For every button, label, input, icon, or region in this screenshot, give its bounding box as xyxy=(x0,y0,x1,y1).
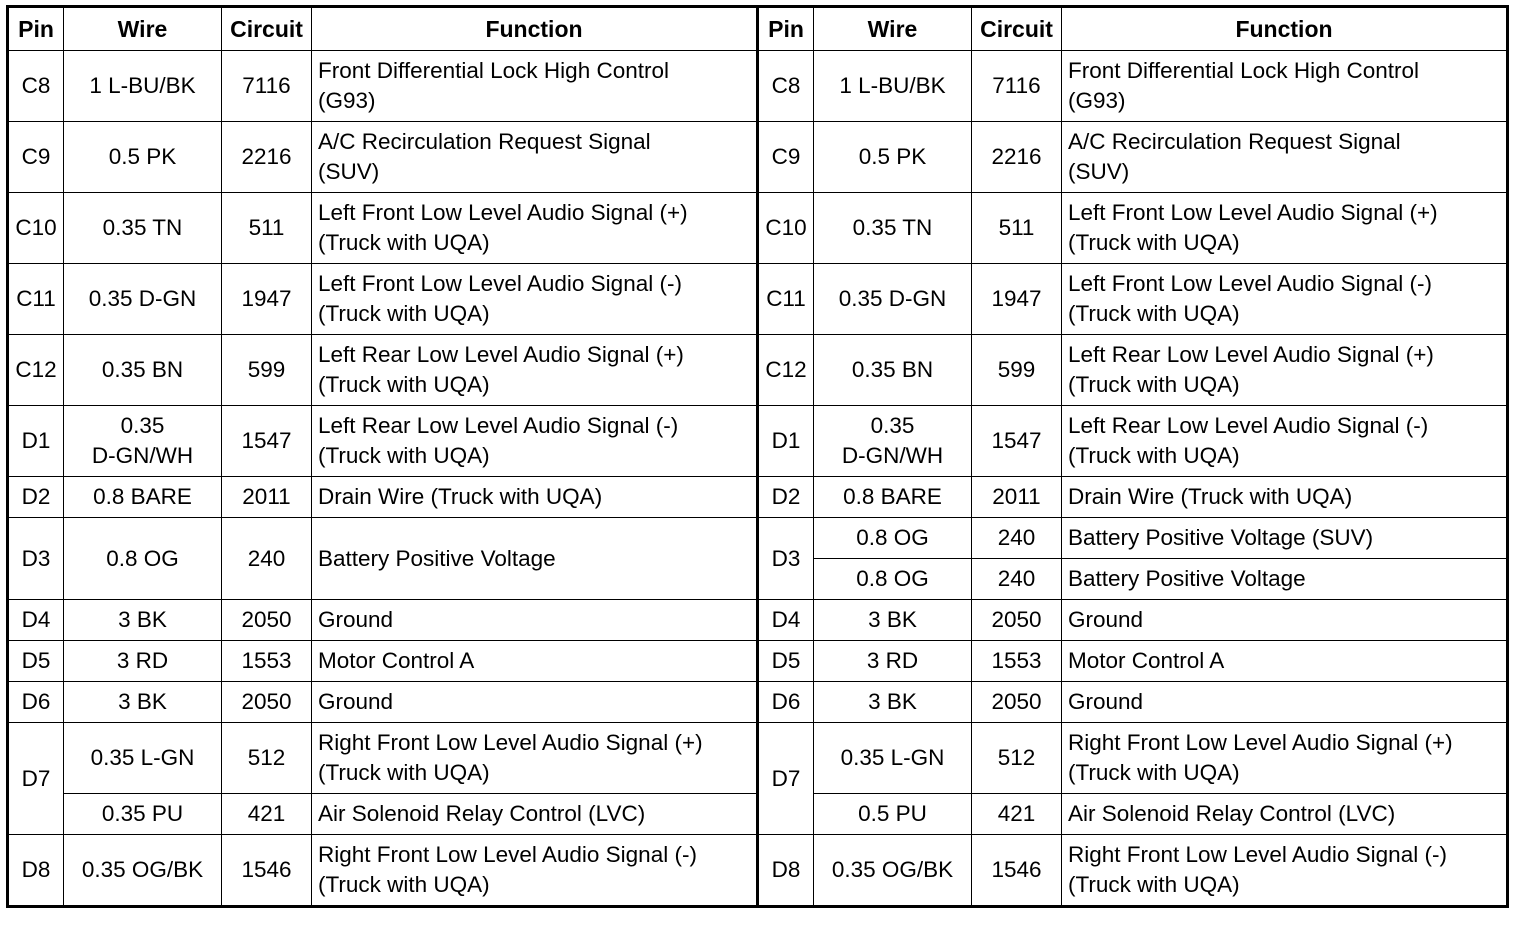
function-line: Front Differential Lock High Control xyxy=(318,58,669,83)
circuit-cell: 512 xyxy=(972,723,1062,794)
wire-cell: 0.35 L-GN xyxy=(64,723,222,794)
table-row xyxy=(8,122,1508,193)
function-cell xyxy=(312,723,758,794)
pin-cell: C11 xyxy=(758,264,814,335)
circuit-cell: 2050 xyxy=(972,600,1062,641)
header-wire: Wire xyxy=(814,7,972,51)
function-line: (Truck with UQA) xyxy=(318,230,490,255)
wire-cell xyxy=(64,406,222,477)
wire-cell: 0.35 TN xyxy=(64,193,222,264)
function-cell xyxy=(1062,51,1508,122)
pin-cell: C8 xyxy=(758,51,814,122)
function-line: (Truck with UQA) xyxy=(1068,301,1240,326)
circuit-cell: 2216 xyxy=(972,122,1062,193)
function-line: Left Rear Low Level Audio Signal (+) xyxy=(1068,342,1434,367)
circuit-cell: 511 xyxy=(972,193,1062,264)
wire-cell: 0.35 D-GN xyxy=(814,264,972,335)
circuit-cell: 2050 xyxy=(972,682,1062,723)
header-wire: Wire xyxy=(64,7,222,51)
function-line: (Truck with UQA) xyxy=(318,301,490,326)
function-line: Left Front Low Level Audio Signal (-) xyxy=(318,271,682,296)
function-cell: Drain Wire (Truck with UQA) xyxy=(1062,477,1508,518)
pin-cell: D3 xyxy=(758,518,814,600)
function-cell: Drain Wire (Truck with UQA) xyxy=(312,477,758,518)
pin-cell: D7 xyxy=(8,723,64,835)
wire-cell: 3 BK xyxy=(814,600,972,641)
wire-cell: 0.5 PK xyxy=(64,122,222,193)
circuit-cell: 1547 xyxy=(972,406,1062,477)
circuit-cell: 2011 xyxy=(972,477,1062,518)
wire-cell: 0.5 PK xyxy=(814,122,972,193)
function-line: A/C Recirculation Request Signal xyxy=(318,129,651,154)
wire-cell: 0.8 OG xyxy=(814,559,972,600)
function-line: (Truck with UQA) xyxy=(318,443,490,468)
table-row xyxy=(8,723,1508,794)
function-cell xyxy=(1062,835,1508,907)
pin-cell: D4 xyxy=(758,600,814,641)
function-line: (Truck with UQA) xyxy=(1068,443,1240,468)
function-cell: Ground xyxy=(312,682,758,723)
function-line: (G93) xyxy=(318,88,376,113)
circuit-cell: 1553 xyxy=(972,641,1062,682)
wire-cell: 0.5 PU xyxy=(814,794,972,835)
function-cell xyxy=(312,264,758,335)
pin-cell: D4 xyxy=(8,600,64,641)
wire-cell: 0.35 OG/BK xyxy=(814,835,972,907)
circuit-cell: 1947 xyxy=(222,264,312,335)
wire-cell: 0.35 TN xyxy=(814,193,972,264)
header-circuit: Circuit xyxy=(222,7,312,51)
function-cell: Air Solenoid Relay Control (LVC) xyxy=(1062,794,1508,835)
wire-cell: 0.35 OG/BK xyxy=(64,835,222,907)
wire-line: D-GN/WH xyxy=(91,443,194,468)
pin-cell: D1 xyxy=(758,406,814,477)
table-row xyxy=(8,193,1508,264)
function-cell: Battery Positive Voltage xyxy=(1062,559,1508,600)
circuit-cell: 1546 xyxy=(972,835,1062,907)
circuit-cell: 240 xyxy=(972,559,1062,600)
function-cell xyxy=(1062,723,1508,794)
wire-line: D-GN/WH xyxy=(841,443,944,468)
function-cell: Motor Control A xyxy=(1062,641,1508,682)
table-row xyxy=(8,406,1508,477)
circuit-cell: 2011 xyxy=(222,477,312,518)
wire-cell: 3 RD xyxy=(64,641,222,682)
function-cell: Air Solenoid Relay Control (LVC) xyxy=(312,794,758,835)
function-line: Right Front Low Level Audio Signal (+) xyxy=(1068,730,1453,755)
function-line: (Truck with UQA) xyxy=(1068,760,1240,785)
header-circuit: Circuit xyxy=(972,7,1062,51)
circuit-cell: 512 xyxy=(222,723,312,794)
pin-cell: C8 xyxy=(8,51,64,122)
circuit-cell: 240 xyxy=(972,518,1062,559)
function-cell: Battery Positive Voltage xyxy=(312,518,758,600)
header-function: Function xyxy=(1062,7,1508,51)
circuit-cell: 240 xyxy=(222,518,312,600)
function-line: (G93) xyxy=(1068,88,1126,113)
function-line: Front Differential Lock High Control xyxy=(1068,58,1419,83)
function-cell xyxy=(1062,264,1508,335)
circuit-cell: 2216 xyxy=(222,122,312,193)
circuit-cell: 1547 xyxy=(222,406,312,477)
pin-cell: C12 xyxy=(8,335,64,406)
pin-cell: D8 xyxy=(8,835,64,907)
wire-cell: 0.35 BN xyxy=(64,335,222,406)
pin-cell: C9 xyxy=(8,122,64,193)
table-row xyxy=(8,600,1508,641)
pin-cell: C10 xyxy=(8,193,64,264)
wire-cell: 0.35 BN xyxy=(814,335,972,406)
function-line: (Truck with UQA) xyxy=(1068,372,1240,397)
wire-cell: 1 L-BU/BK xyxy=(64,51,222,122)
wire-cell: 0.35 L-GN xyxy=(814,723,972,794)
function-line: (Truck with UQA) xyxy=(318,872,490,897)
function-cell: Ground xyxy=(1062,600,1508,641)
header-function: Function xyxy=(312,7,758,51)
function-cell xyxy=(1062,335,1508,406)
function-cell: Battery Positive Voltage (SUV) xyxy=(1062,518,1508,559)
table-row xyxy=(8,477,1508,518)
circuit-cell: 1947 xyxy=(972,264,1062,335)
pin-cell: C10 xyxy=(758,193,814,264)
table-row xyxy=(8,835,1508,907)
circuit-cell: 2050 xyxy=(222,600,312,641)
wire-cell xyxy=(814,406,972,477)
circuit-cell: 599 xyxy=(222,335,312,406)
pinout-table xyxy=(6,5,1509,908)
function-cell: Ground xyxy=(312,600,758,641)
wire-cell: 3 BK xyxy=(814,682,972,723)
function-line: (Truck with UQA) xyxy=(318,760,490,785)
pin-cell: D5 xyxy=(8,641,64,682)
circuit-cell: 1546 xyxy=(222,835,312,907)
pin-cell: C11 xyxy=(8,264,64,335)
pin-cell: C9 xyxy=(758,122,814,193)
wire-cell: 3 RD xyxy=(814,641,972,682)
table-row xyxy=(8,335,1508,406)
pin-cell: D1 xyxy=(8,406,64,477)
function-line: Left Rear Low Level Audio Signal (+) xyxy=(318,342,684,367)
function-line: (Truck with UQA) xyxy=(318,372,490,397)
wire-cell: 0.35 D-GN xyxy=(64,264,222,335)
function-line: (Truck with UQA) xyxy=(1068,230,1240,255)
circuit-cell: 421 xyxy=(972,794,1062,835)
function-cell xyxy=(312,406,758,477)
function-cell xyxy=(1062,193,1508,264)
circuit-cell: 2050 xyxy=(222,682,312,723)
function-line: Left Front Low Level Audio Signal (+) xyxy=(1068,200,1438,225)
function-line: Left Front Low Level Audio Signal (-) xyxy=(1068,271,1432,296)
header-pin: Pin xyxy=(8,7,64,51)
wire-line: 0.35 xyxy=(870,413,915,438)
function-cell: Motor Control A xyxy=(312,641,758,682)
table-row xyxy=(8,682,1508,723)
header-row xyxy=(8,7,1508,51)
circuit-cell: 7116 xyxy=(972,51,1062,122)
wire-cell: 3 BK xyxy=(64,682,222,723)
circuit-cell: 1553 xyxy=(222,641,312,682)
table-row xyxy=(8,641,1508,682)
function-cell xyxy=(1062,406,1508,477)
pin-cell: C12 xyxy=(758,335,814,406)
function-cell xyxy=(1062,122,1508,193)
function-line: A/C Recirculation Request Signal xyxy=(1068,129,1401,154)
function-line: Right Front Low Level Audio Signal (+) xyxy=(318,730,703,755)
pin-cell: D2 xyxy=(8,477,64,518)
function-cell xyxy=(312,122,758,193)
function-cell: Ground xyxy=(1062,682,1508,723)
function-line: Right Front Low Level Audio Signal (-) xyxy=(1068,842,1447,867)
function-cell xyxy=(312,335,758,406)
wire-cell: 0.8 BARE xyxy=(64,477,222,518)
function-line: Left Front Low Level Audio Signal (+) xyxy=(318,200,688,225)
circuit-cell: 7116 xyxy=(222,51,312,122)
circuit-cell: 511 xyxy=(222,193,312,264)
wire-cell: 0.8 OG xyxy=(814,518,972,559)
wire-cell: 0.35 PU xyxy=(64,794,222,835)
wire-cell: 3 BK xyxy=(64,600,222,641)
wire-line: 0.35 xyxy=(120,413,165,438)
pin-cell: D3 xyxy=(8,518,64,600)
wire-cell: 1 L-BU/BK xyxy=(814,51,972,122)
function-line: (SUV) xyxy=(318,159,380,184)
table-row xyxy=(8,518,1508,559)
table-row xyxy=(8,51,1508,122)
wire-cell: 0.8 BARE xyxy=(814,477,972,518)
pin-cell: D5 xyxy=(758,641,814,682)
header-pin: Pin xyxy=(758,7,814,51)
function-cell xyxy=(312,51,758,122)
circuit-cell: 599 xyxy=(972,335,1062,406)
pin-cell: D6 xyxy=(8,682,64,723)
pin-cell: D7 xyxy=(758,723,814,835)
pin-cell: D2 xyxy=(758,477,814,518)
function-line: Right Front Low Level Audio Signal (-) xyxy=(318,842,697,867)
function-line: Left Rear Low Level Audio Signal (-) xyxy=(318,413,679,438)
pin-cell: D6 xyxy=(758,682,814,723)
function-line: (SUV) xyxy=(1068,159,1130,184)
function-cell xyxy=(312,835,758,907)
function-line: Left Rear Low Level Audio Signal (-) xyxy=(1068,413,1429,438)
function-cell xyxy=(312,193,758,264)
circuit-cell: 421 xyxy=(222,794,312,835)
function-line: (Truck with UQA) xyxy=(1068,872,1240,897)
wire-cell: 0.8 OG xyxy=(64,518,222,600)
pin-cell: D8 xyxy=(758,835,814,907)
table-row xyxy=(8,264,1508,335)
